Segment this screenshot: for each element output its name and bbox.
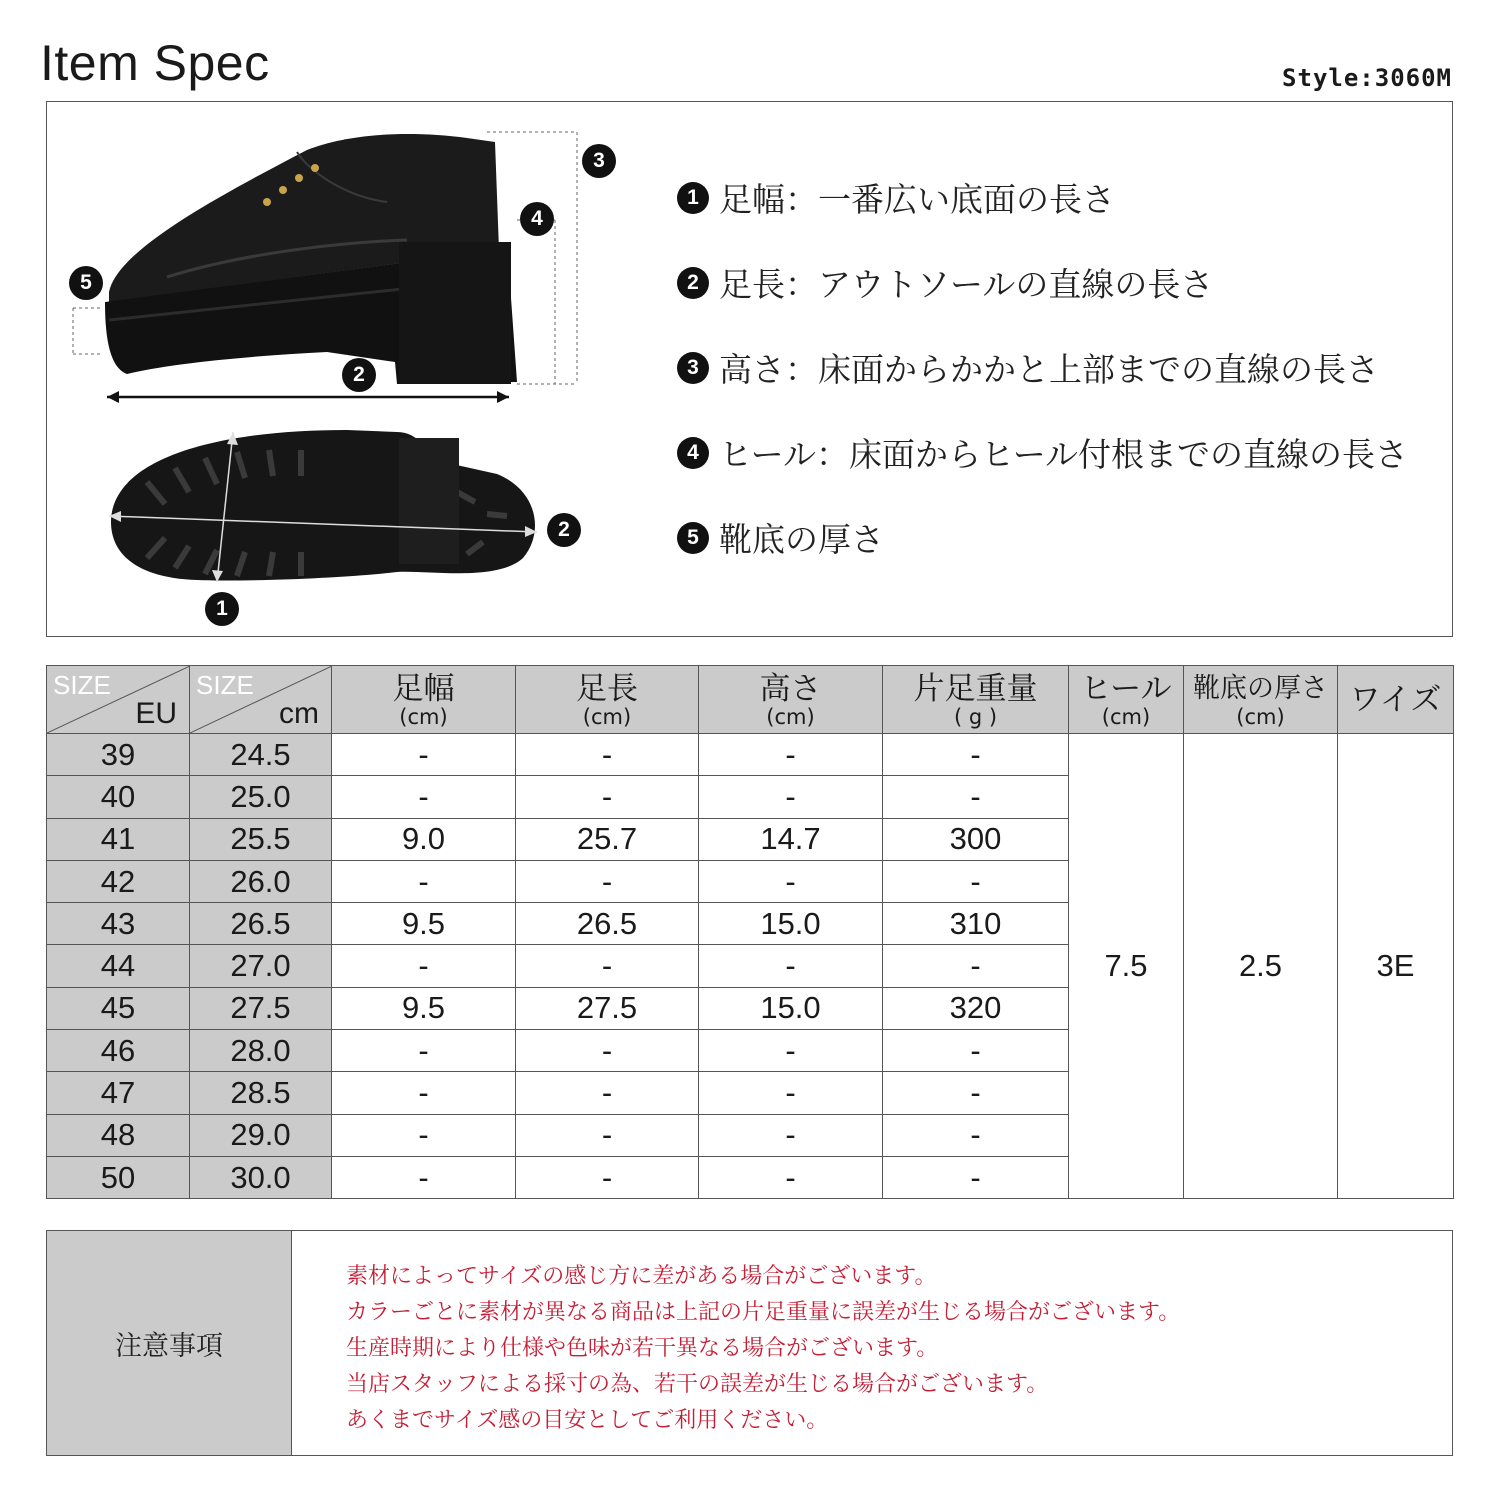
measurement-cell: - [883,1072,1069,1114]
header-width-fit: ワイズ [1338,666,1454,734]
measurement-cell: 9.0 [332,818,516,860]
measurement-cell: - [699,1072,883,1114]
header-heel: ヒール (cm) [1069,666,1184,734]
size-cm-cell: 25.0 [190,776,332,818]
measurement-cell: 27.5 [516,987,699,1029]
measurement-cell: - [516,734,699,776]
note-line: 当店スタッフによる採寸の為、若干の誤差が生じる場合がございます。 [346,1372,1049,1397]
notes-panel [46,1230,1453,1456]
size-cm-cell: 26.5 [190,903,332,945]
legend-item [677,410,1408,495]
legend-item [677,240,1408,325]
table-row [47,734,1454,776]
measurement-cell: - [883,776,1069,818]
header-size-cm-top: SIZE [196,670,254,700]
legend-text: 高さ：床面からかかと上部までの直線の長さ [719,350,1379,389]
measurement-cell: - [699,1156,883,1198]
legend-item [677,325,1408,410]
measurement-cell: - [699,1114,883,1156]
size-table-body [47,734,1454,1199]
size-eu-cell: 47 [47,1072,190,1114]
size-eu-cell: 46 [47,1030,190,1072]
measurement-cell: - [883,1156,1069,1198]
measurement-cell: - [699,734,883,776]
size-eu-cell: 42 [47,860,190,902]
size-eu-cell: 50 [47,1156,190,1198]
measurement-cell: 310 [883,903,1069,945]
size-cm-cell: 28.0 [190,1030,332,1072]
legend-text: 靴底の厚さ [719,520,884,559]
size-eu-cell: 40 [47,776,190,818]
measurement-cell: - [332,776,516,818]
measurement-cell: - [883,1030,1069,1072]
size-cm-cell: 25.5 [190,818,332,860]
legend-badge: 5 [677,522,709,554]
header-size-cm [190,666,332,734]
diagram-badge-3: 3 [582,144,616,178]
size-eu-cell: 44 [47,945,190,987]
measurement-cell: - [516,1030,699,1072]
size-cm-cell: 26.0 [190,860,332,902]
header-size-eu-top: SIZE [53,670,111,700]
size-eu-cell: 39 [47,734,190,776]
measurement-cell: - [332,734,516,776]
spec-diagram-panel [46,101,1453,637]
measurement-cell: - [516,1114,699,1156]
measurement-cell: - [516,945,699,987]
measurement-cell: 9.5 [332,987,516,1029]
size-cm-cell: 27.5 [190,987,332,1029]
measurement-cell: - [699,945,883,987]
measurement-cell: - [516,776,699,818]
diagram-badge-1: 1 [205,592,239,626]
legend-badge: 1 [677,182,709,214]
note-line: あくまでサイズ感の目安としてご利用ください。 [346,1408,829,1433]
size-eu-cell: 45 [47,987,190,1029]
merged-heel-cell: 7.5 [1069,734,1184,1199]
legend-item [677,155,1408,240]
diagram-badge-4: 4 [520,202,554,236]
merged-sole-cell: 2.5 [1184,734,1338,1199]
measurement-cell: - [332,1030,516,1072]
note-line: 生産時期により仕様や色味が若干異なる場合がございます。 [346,1336,939,1361]
legend-text: 足幅：一番広い底面の長さ [719,180,1115,219]
legend-text: 足長：アウトソールの直線の長さ [719,265,1214,304]
size-cm-cell: 28.5 [190,1072,332,1114]
measurement-cell: 300 [883,818,1069,860]
style-code: Style:3060M [1282,64,1452,92]
measurement-cell: 320 [883,987,1069,1029]
header-size-eu-bottom: EU [135,697,177,730]
size-eu-cell: 41 [47,818,190,860]
measurement-cell: 25.7 [516,818,699,860]
merged-width-cell: 3E [1338,734,1454,1199]
legend-text: ヒール：床面からヒール付根までの直線の長さ [719,435,1409,474]
measurement-cell: - [883,860,1069,902]
shoe-side-view-image [47,102,607,622]
page-title: Item Spec [40,35,270,91]
size-eu-cell: 43 [47,903,190,945]
measurement-cell: - [516,860,699,902]
note-line: 素材によってサイズの感じ方に差がある場合がございます。 [346,1264,937,1289]
legend-badge: 4 [677,437,709,469]
legend-badge: 2 [677,267,709,299]
size-cm-cell: 27.0 [190,945,332,987]
measurement-cell: 9.5 [332,903,516,945]
measurement-cell: - [883,734,1069,776]
measurement-cell: - [699,860,883,902]
measurement-cell: - [699,776,883,818]
notes-body [292,1231,1180,1455]
measurement-cell: - [516,1156,699,1198]
note-line: カラーごとに素材が異なる商品は上記の片足重量に誤差が生じる場合がございます。 [346,1300,1181,1325]
header-foot-length: 足長 (cm) [516,666,699,734]
size-cm-cell: 30.0 [190,1156,332,1198]
measurement-cell: - [332,945,516,987]
header-height: 高さ (cm) [699,666,883,734]
size-cm-cell: 29.0 [190,1114,332,1156]
size-eu-cell: 48 [47,1114,190,1156]
measurement-cell: - [883,1114,1069,1156]
header-sole-thickness: 靴底の厚さ (cm) [1184,666,1338,734]
measurement-cell: - [332,1156,516,1198]
header-weight: 片足重量 ( g ) [883,666,1069,734]
measurement-cell: 14.7 [699,818,883,860]
diagram-badge-2-sole: 2 [547,513,581,547]
diagram-badge-2-side: 2 [342,358,376,392]
size-cm-cell: 24.5 [190,734,332,776]
legend-item [677,495,1408,580]
notes-label: 注意事項 [47,1231,292,1455]
header-foot-width: 足幅 (cm) [332,666,516,734]
measurement-cell: 15.0 [699,987,883,1029]
header-size-cm-bottom: cm [279,697,319,730]
measurement-cell: - [332,1114,516,1156]
header-size-eu [47,666,190,734]
measurement-cell: - [883,945,1069,987]
measurement-cell: - [699,1030,883,1072]
measurement-cell: 15.0 [699,903,883,945]
measurement-cell: - [516,1072,699,1114]
legend-badge: 3 [677,352,709,384]
measurement-cell: - [332,1072,516,1114]
size-chart-table [46,665,1454,1199]
measurement-cell: - [332,860,516,902]
measurement-cell: 26.5 [516,903,699,945]
diagram-badge-5: 5 [69,266,103,300]
measurement-legend [677,155,1408,580]
